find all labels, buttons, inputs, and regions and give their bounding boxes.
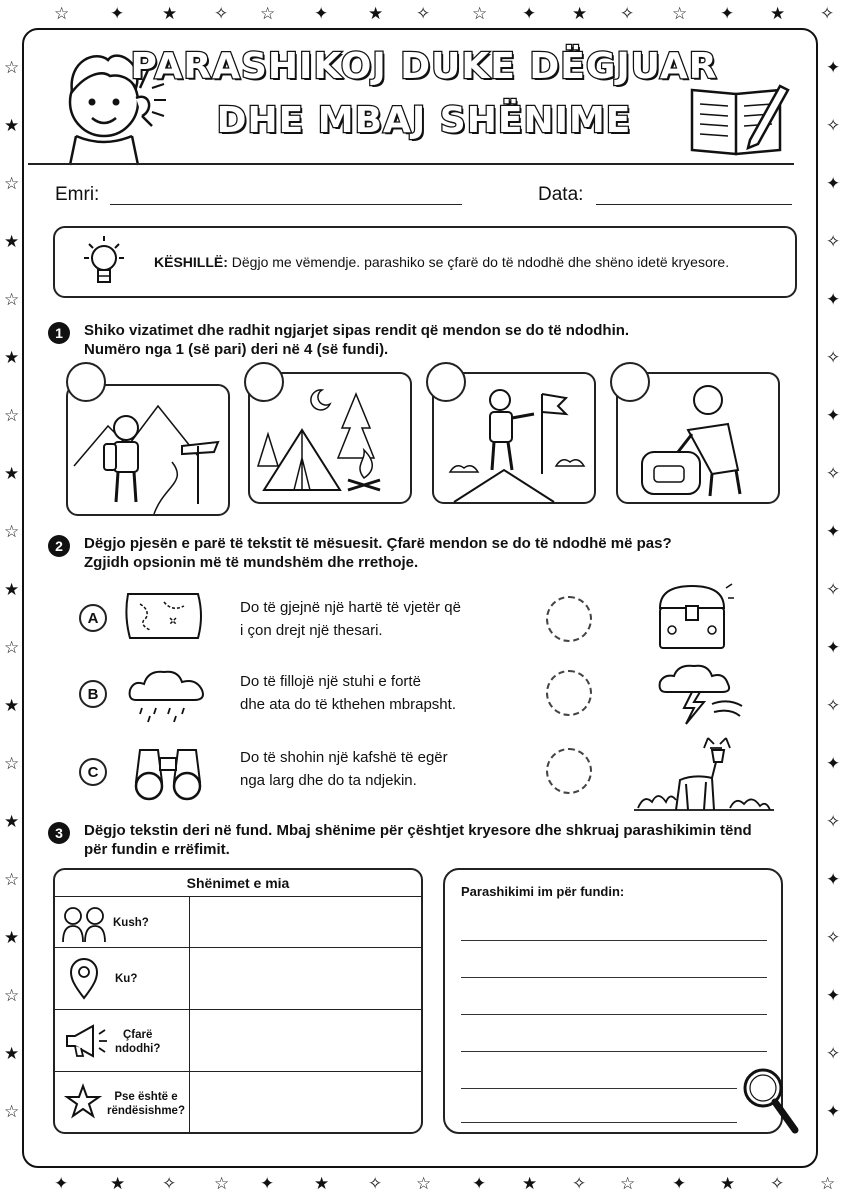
option-b-letter[interactable]: B — [79, 680, 107, 708]
question-3-line-2: për fundin e rrëfimit. — [84, 841, 230, 858]
decorative-star-icon: ☆ — [416, 1174, 432, 1194]
answer-circle-c[interactable] — [546, 748, 592, 794]
date-label: Data: — [538, 184, 584, 205]
order-circle-3[interactable] — [426, 362, 466, 402]
decorative-star-icon: ★ — [4, 1044, 20, 1064]
decorative-star-icon: ✦ — [826, 522, 841, 542]
decorative-star-icon: ✦ — [720, 4, 735, 24]
order-circle-2[interactable] — [244, 362, 284, 402]
decorative-star-icon: ★ — [368, 4, 384, 24]
question-3-line-1: Dëgjo tekstin deri në fund. Mbaj shënime për çështjet kryesore dhe shkruaj parashikimin tënd — [84, 822, 752, 839]
decorative-star-icon: ✧ — [572, 1174, 587, 1194]
answer-circle-a[interactable] — [546, 596, 592, 642]
decorative-star-icon: ★ — [4, 464, 20, 484]
option-c-text — [240, 746, 448, 792]
decorative-star-icon: ★ — [4, 348, 20, 368]
decorative-star-icon: ★ — [4, 580, 20, 600]
decorative-star-icon: ✦ — [826, 986, 841, 1006]
decorative-star-icon: ☆ — [672, 4, 688, 24]
decorative-star-icon: ✧ — [826, 812, 841, 832]
decorative-star-icon: ★ — [4, 116, 20, 136]
tip-label: KËSHILLË: — [154, 254, 228, 270]
decorative-star-icon: ✧ — [826, 696, 841, 716]
question-1-line-1: Shiko vizatimet dhe radhit ngjarjet sipas rendit që mendon se do të ndodhin. — [84, 322, 630, 339]
decorative-star-icon: ★ — [720, 1174, 736, 1194]
decorative-star-icon: ☆ — [4, 290, 20, 310]
notes-input-who[interactable] — [191, 897, 423, 947]
order-circle-1[interactable] — [66, 362, 106, 402]
hiker-trail-illustration — [68, 386, 228, 514]
decorative-star-icon: ✧ — [162, 1174, 177, 1194]
notes-input-what[interactable] — [191, 1011, 423, 1071]
notes-title: Shënimet e mia — [55, 870, 421, 897]
question-2-number: 2 — [48, 535, 70, 557]
option-a-text — [240, 596, 461, 642]
notes-label-why — [107, 1090, 185, 1118]
answer-circle-b[interactable] — [546, 670, 592, 716]
deer-icon — [634, 734, 774, 814]
option-a-letter[interactable]: A — [79, 604, 107, 632]
decorative-star-icon: ☆ — [54, 4, 70, 24]
option-c-line-2: nga larg dhe do ta ndjekin. — [240, 772, 417, 789]
decorative-star-icon: ☆ — [4, 638, 20, 658]
notes-label-why-line-2: rëndësishme? — [107, 1105, 185, 1117]
decorative-star-icon: ✧ — [820, 4, 835, 24]
decorative-star-icon: ✧ — [214, 4, 229, 24]
decorative-star-icon: ★ — [572, 4, 588, 24]
decorative-star-icon: ☆ — [4, 522, 20, 542]
notes-table — [53, 868, 423, 1134]
option-c-letter[interactable]: C — [79, 758, 107, 786]
decorative-star-icon: ✧ — [770, 1174, 785, 1194]
name-field[interactable] — [110, 204, 462, 205]
prediction-title: Parashikimi im për fundin: — [461, 884, 625, 899]
decorative-star-icon: ☆ — [4, 406, 20, 426]
notes-label-why-line-1: Pse është e — [114, 1091, 178, 1103]
date-field[interactable] — [596, 204, 792, 205]
question-1-number: 1 — [48, 322, 70, 344]
notes-label-what-line-1: Çfarë — [122, 1029, 153, 1041]
question-3-text — [84, 821, 752, 859]
map-icon — [120, 588, 206, 644]
tip-body: Dëgjo me vëmendje. parashiko se çfarë do të ndodhë dhe shëno idetë kryesore. — [231, 254, 730, 270]
decorative-star-icon: ✦ — [472, 1174, 487, 1194]
prediction-box — [443, 868, 783, 1134]
decorative-star-icon: ✦ — [826, 754, 841, 774]
question-2-text — [84, 534, 672, 572]
decorative-star-icon: ★ — [4, 928, 20, 948]
decorative-star-icon: ✧ — [826, 928, 841, 948]
magnifying-glass-icon — [741, 1066, 801, 1138]
decorative-star-icon: ✧ — [826, 348, 841, 368]
option-a-line-1: Do të gjejnë një hartë të vjetër që — [240, 599, 461, 616]
decorative-star-icon: ✧ — [826, 464, 841, 484]
decorative-star-icon: ★ — [4, 696, 20, 716]
location-pin-icon — [67, 958, 101, 1000]
decorative-star-icon: ✦ — [826, 638, 841, 658]
prediction-line[interactable] — [461, 1014, 767, 1015]
decorative-star-icon: ✧ — [826, 116, 841, 136]
decorative-star-icon: ★ — [110, 1174, 126, 1194]
option-a-line-2: i çon drejt një thesari. — [240, 622, 383, 639]
decorative-star-icon: ☆ — [4, 870, 20, 890]
decorative-star-icon: ✦ — [826, 1102, 841, 1122]
prediction-line[interactable] — [461, 940, 767, 941]
decorative-star-icon: ✦ — [54, 1174, 69, 1194]
notes-label-what — [115, 1028, 160, 1056]
prediction-line[interactable] — [461, 977, 767, 978]
decorative-star-icon: ✦ — [672, 1174, 687, 1194]
option-c-line-1: Do të shohin një kafshë të egër — [240, 749, 448, 766]
storm-icon — [656, 662, 746, 726]
people-icon — [61, 906, 107, 942]
header-divider — [28, 163, 794, 165]
decorative-star-icon: ☆ — [620, 1174, 636, 1194]
decorative-star-icon: ★ — [4, 812, 20, 832]
decorative-star-icon: ✧ — [620, 4, 635, 24]
decorative-star-icon: ☆ — [4, 754, 20, 774]
tip-text — [154, 254, 729, 270]
decorative-star-icon: ★ — [522, 1174, 538, 1194]
decorative-star-icon: ✧ — [826, 232, 841, 252]
option-b-line-1: Do të fillojë një stuhi e fortë — [240, 673, 421, 690]
megaphone-icon — [63, 1024, 109, 1058]
decorative-star-icon: ☆ — [260, 4, 276, 24]
prediction-line[interactable] — [461, 1122, 737, 1123]
question-2-line-1: Dëgjo pjesën e parë të tekstit të mësuesit. Çfarë mendon se do të ndodhë më pas? — [84, 535, 672, 552]
binoculars-icon — [132, 744, 204, 800]
notes-input-where[interactable] — [191, 949, 423, 1009]
decorative-star-icon: ✦ — [826, 174, 841, 194]
decorative-star-icon: ★ — [314, 1174, 330, 1194]
decorative-star-icon: ★ — [162, 4, 178, 24]
picture-panel-hiker — [66, 384, 230, 516]
question-3-number: 3 — [48, 822, 70, 844]
order-circle-4[interactable] — [610, 362, 650, 402]
decorative-star-icon: ✧ — [826, 580, 841, 600]
decorative-star-icon: ✦ — [314, 4, 329, 24]
decorative-star-icon: ✦ — [522, 4, 537, 24]
decorative-star-icon: ☆ — [4, 174, 20, 194]
title-line-1: PARASHIKOJ DUKE DËGJUAR — [130, 46, 718, 87]
lightbulb-icon — [78, 236, 130, 292]
decorative-star-icon: ☆ — [4, 58, 20, 78]
rain-cloud-icon — [126, 666, 208, 724]
notes-input-why[interactable] — [191, 1073, 423, 1134]
decorative-star-icon: ☆ — [820, 1174, 836, 1194]
decorative-star-icon: ☆ — [4, 986, 20, 1006]
star-icon — [65, 1084, 101, 1118]
decorative-star-icon: ✧ — [826, 1044, 841, 1064]
decorative-star-icon: ✦ — [826, 290, 841, 310]
decorative-star-icon: ✧ — [416, 4, 431, 24]
decorative-star-icon: ✦ — [260, 1174, 275, 1194]
decorative-star-icon: ✧ — [368, 1174, 383, 1194]
title-line-2: DHE MBAJ SHËNIME — [216, 100, 632, 141]
name-label: Emri: — [55, 184, 100, 205]
decorative-star-icon: ✦ — [826, 870, 841, 890]
question-2-line-2: Zgjidh opsionin më të mundshëm dhe rrethoje. — [84, 554, 419, 571]
option-b-line-2: dhe ata do të kthehen mbrapsht. — [240, 696, 456, 713]
decorative-star-icon: ★ — [4, 232, 20, 252]
decorative-star-icon: ✦ — [110, 4, 125, 24]
decorative-star-icon: ☆ — [472, 4, 488, 24]
decorative-star-icon: ☆ — [4, 1102, 20, 1122]
question-1-line-2: Numëro nga 1 (së pari) deri në 4 (së fundi). — [84, 341, 389, 358]
treasure-chest-icon — [654, 578, 734, 654]
decorative-star-icon: ✦ — [826, 406, 841, 426]
prediction-line[interactable] — [461, 1088, 737, 1089]
decorative-star-icon: ★ — [770, 4, 786, 24]
option-b-text — [240, 670, 456, 716]
question-1-text — [84, 321, 629, 359]
decorative-star-icon: ✦ — [826, 58, 841, 78]
notes-label-who: Kush? — [113, 917, 149, 929]
notes-label-what-line-2: ndodhi? — [115, 1043, 161, 1055]
notes-label-where: Ku? — [115, 973, 138, 985]
prediction-line[interactable] — [461, 1051, 767, 1052]
decorative-star-icon: ☆ — [214, 1174, 230, 1194]
